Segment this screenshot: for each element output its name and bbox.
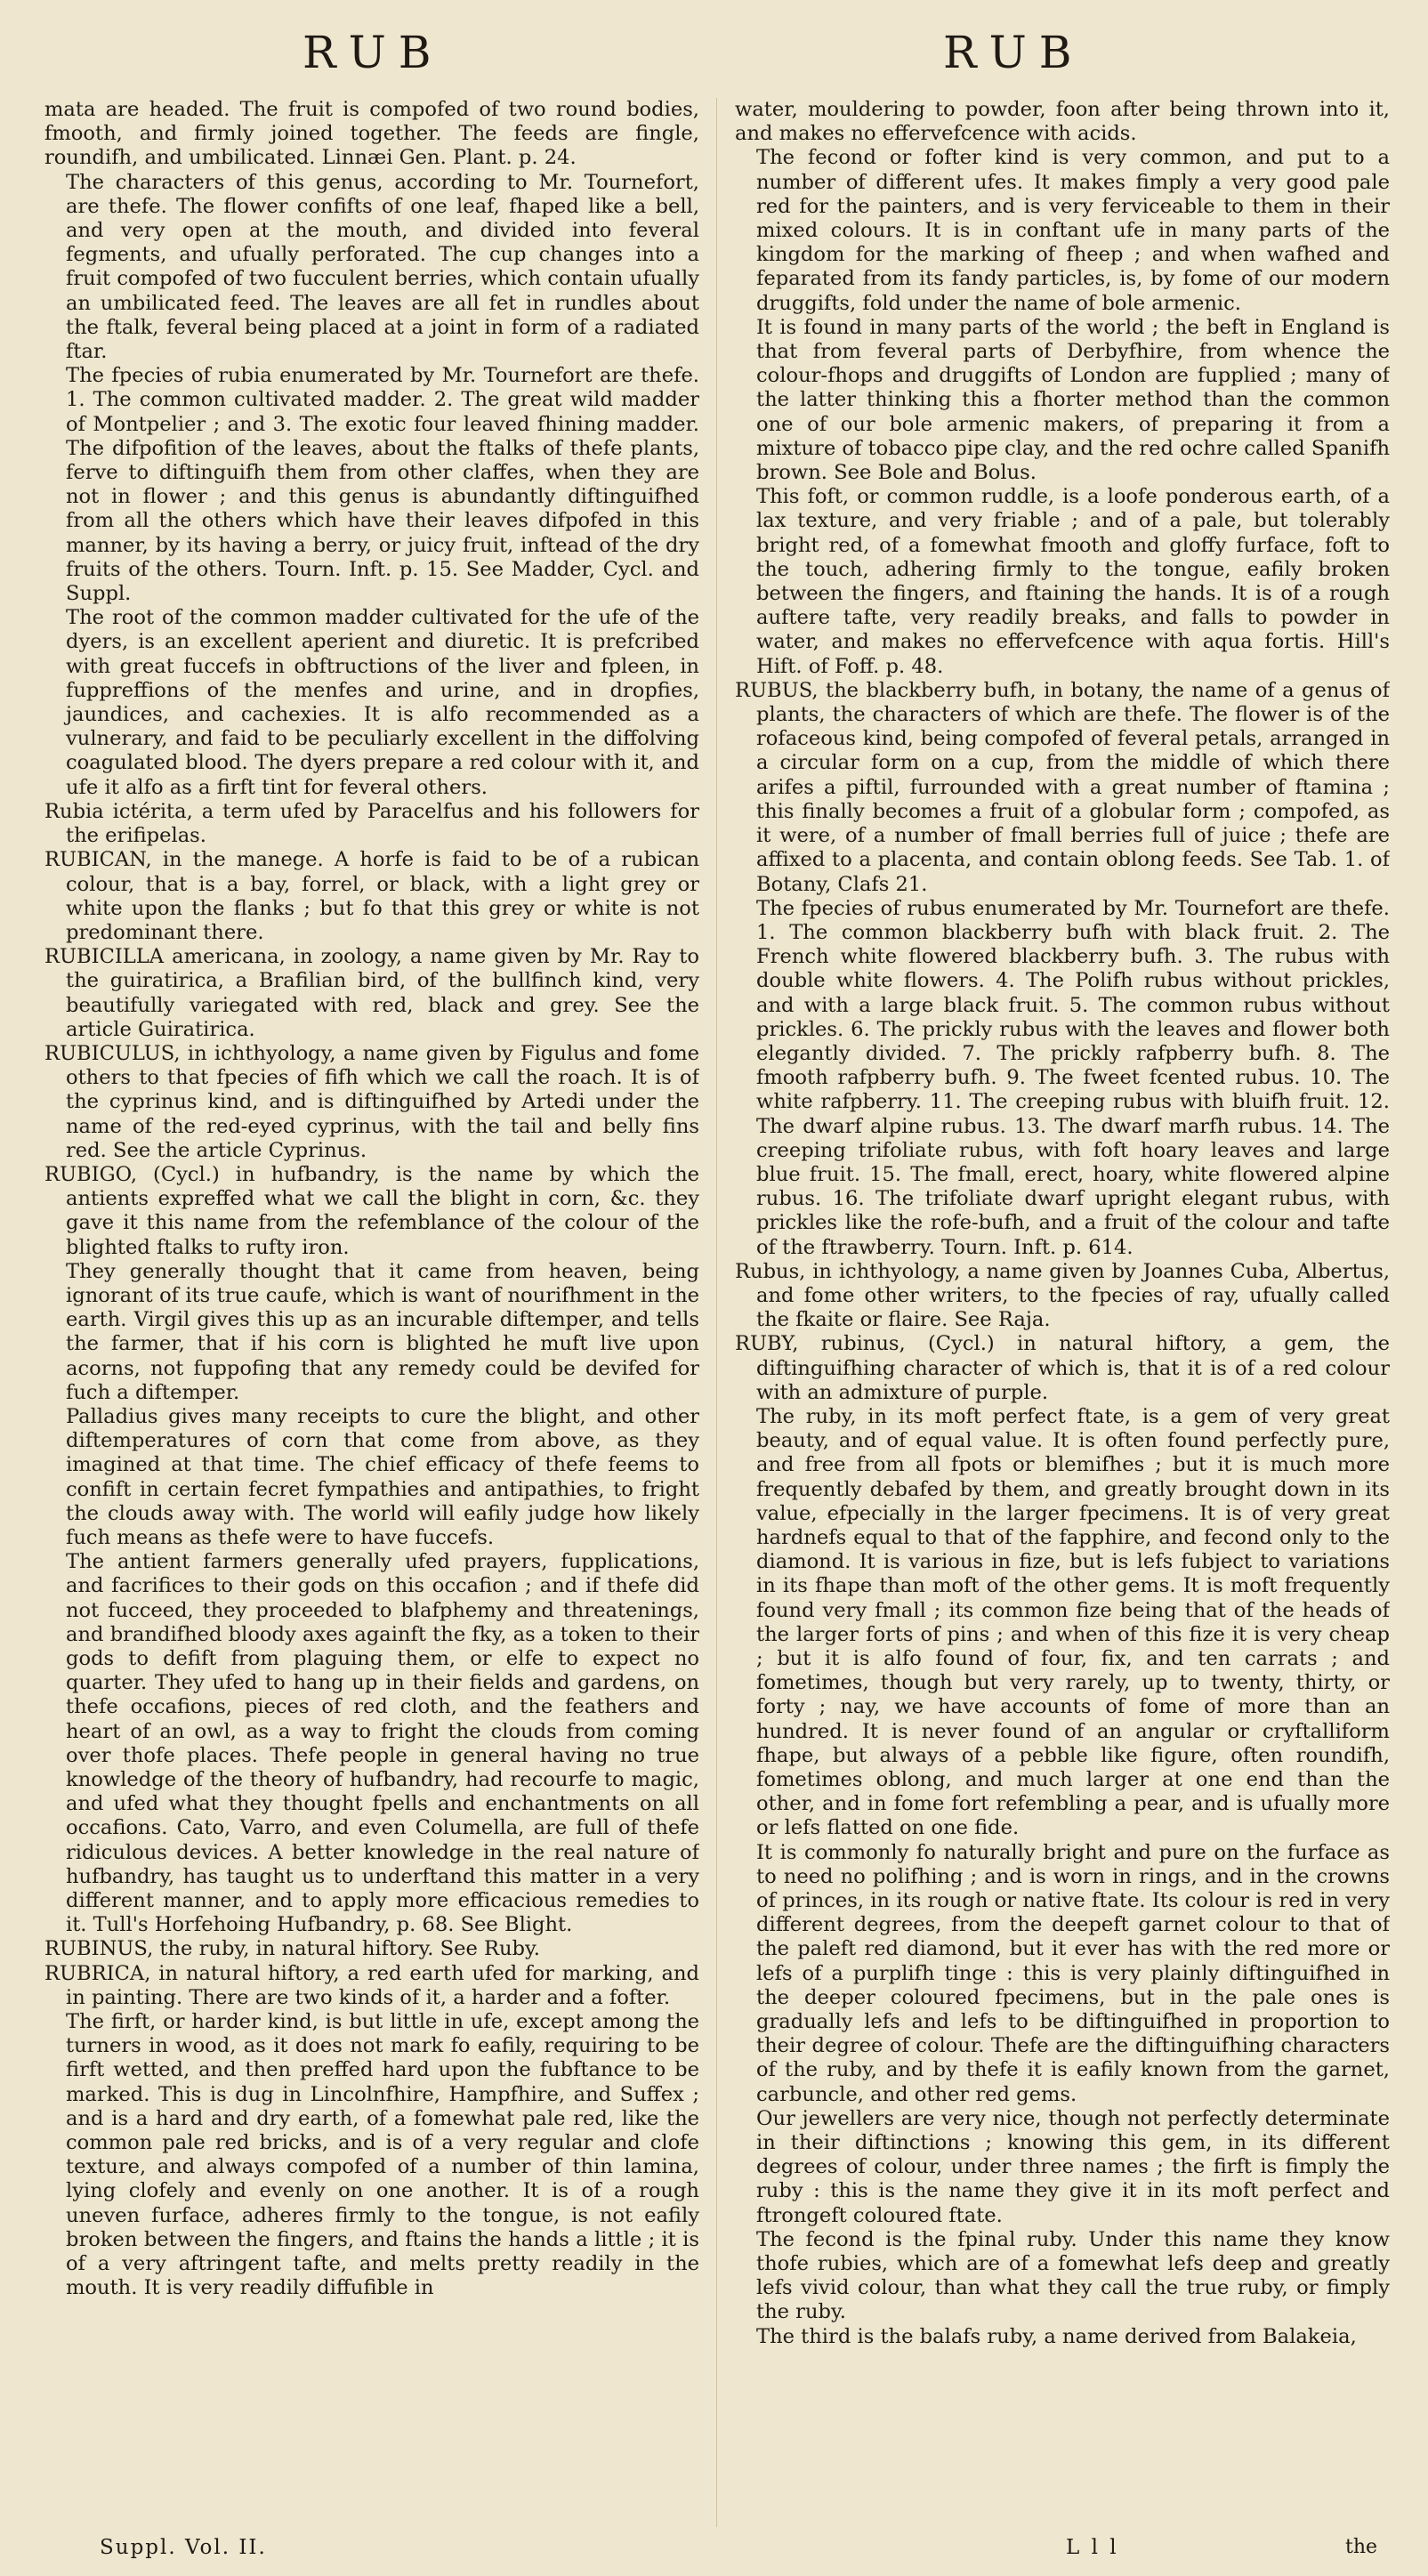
entry-paragraph: RUBINUS, the ruby, in natural hiftory. See Ruby. — [44, 1937, 540, 1961]
paragraph: The fecond is the fpinal ruby. Under this name they know thofe rubies, which are of a fomewhat lefs deep and greatly lefs vivid colour, than what they call the true ruby, or fimply the ruby. — [756, 2227, 1390, 2324]
paragraph: The antient farmers generally ufed prayers, fupplications, and facrifices to their gods on this occafion ; and if thefe did not fucceed, they proceeded to blafphemy and threatenings, and brandifhed bloody axes againft the fky, as a token to their gods to defift from plaguing them, or elfe to expect no quarter. They ufed to hang up in their fields and gardens, on thefe occafions, pieces of red cloth, and the feathers and heart of an owl, as a way to fright the clouds from coming over thofe places. Thefe people in general having no true knowledge of the theory of hufbandry, had recourfe to magic, and ufed what they thought fpells and enchantments on all occafions. Cato, Varro, and even Columella, are full of thefe ridiculous devices. A better knowledge in the real nature of hufbandry, has taught us to underftand this matter in a very different manner, and to apply more efficacious remedies to it. Tull's Horfehoing Hufbandry, p. 68. See Blight. — [66, 1550, 699, 1937]
paragraph: It is found in many parts of the world ; the beft in England is that from feveral parts of Derbyfhire, from whence the colour-fhops and druggifts of London are fupplied ; many of the latter thinking this a fhorter method than the common one of our bole armenic makers, of preparing it from a mixture of tobacco pipe clay, and the red ochre called Spanifh brown. See Bole and Bolus. — [756, 315, 1390, 485]
paragraph: The fpecies of rubia enumerated by Mr. Tournefort are thefe. 1. The common cultivated madder. 2. The great wild madder of Montpelier ; and 3. The exotic four leaved fhining madder. The difpofition of the leaves, about the ftalks of thefe plants, ferve to diftinguifh them from other claffes, when they are not in flower ; and this genus is abundantly diftinguifhed from all the others which have their leaves difpofed in this manner, by its having a berry, or juicy fruit, inftead of the dry fruits of the others. Tourn. Inft. p. 15. See Madder, Cycl. and Suppl. — [66, 364, 699, 606]
paragraph: It is commonly fo naturally bright and pure on the furface as to need no polifhing ; and is worn in rings, and in the crowns of princes, in its rough or native ftate. Its colour is red in very different degrees, from the deepeft garnet colour to that of the paleft red diamond, but it ever has with the red more or lefs of a purplifh tinge : this is very plainly diftinguifhed in the deeper coloured fpecimens, but in the pale ones is gradually lefs and lefs to be diftinguifhed in proportion to their degree of colour. Thefe are the diftinguifhing characters of the ruby, and by thefe it is eafily known from the garnet, carbuncle, and other red gems. — [756, 1840, 1390, 2106]
gathering-signature: L l l — [1066, 2536, 1119, 2559]
paragraph: The third is the balafs ruby, a name derived from Balakeia, — [756, 2324, 1357, 2348]
paragraph: water, mouldering to powder, foon after being thrown into it, and makes no effervefcence with acids. — [735, 98, 1390, 146]
paragraph: mata are headed. The fruit is compofed of two round bodies, fmooth, and firmly joined together. The feeds are fingle, roundifh, and umbilicated. Linnæi Gen. Plant. p. 24. — [44, 98, 699, 170]
paragraph: This foft, or common ruddle, is a loofe ponderous earth, of a lax texture, and very friable ; and of a pale, but tolerably bright red, of a fomewhat fmooth and gloffy furface, foft to the touch, adhering firmly to the tongue, eafily broken between the fingers, and ftaining the hands. It is of a rough auftere tafte, very readily breaks, and falls to powder in water, and makes no effervefcence with aqua fortis. Hill's Hift. of Foff. p. 48. — [756, 485, 1390, 678]
paragraph: The characters of this genus, according to Mr. Tournefort, are thefe. The flower confifts of one leaf, fhaped like a bell, and very open at the mouth, and divided into feveral fegments, and ufually perforated. The cup changes into a fruit compofed of two fucculent berries, which contain ufually an umbilicated feed. The leaves are all fet in rundles about the ftalk, feveral being placed at a joint in form of a radiated ftar. — [66, 170, 699, 364]
entry-paragraph: Rubia ictérita, a term ufed by Paracelfus and his followers for the erifipelas. — [44, 799, 699, 848]
paragraph: Our jewellers are very nice, though not perfectly determinate in their diftinctions ; knowing this gem, in its different degrees of colour, under three names ; the firft is fimply the ruby : this is the name they give it in its moft perfect and ftrongeft coloured ftate. — [756, 2106, 1390, 2227]
entry-paragraph: RUBICILLA americana, in zoology, a name given by Mr. Ray to the guiratirica, a Brafilian bird, of the bullfinch kind, very beautifully variegated with red, black and grey. See the article Guiratirica. — [44, 945, 699, 1041]
entry-paragraph: RUBICAN, in the manege. A horfe is faid to be of a rubican colour, that is a bay, forrel, or black, with a light grey or white upon the flanks ; but fo that this grey or white is not predominant there. — [44, 848, 699, 944]
running-header — [0, 27, 1428, 89]
entry-paragraph: RUBUS, the blackberry bufh, in botany, the name of a genus of plants, the characters of which are thefe. The flower is of the rofaceous kind, being compofed of feveral petals, arranged in a circular form on a cup, from the middle of which there arifes a piftil, furrounded with a great number of ftamina ; this finally becomes a fruit of a globular form ; compofed, as it were, of a number of fmall berries full of juice ; thefe are affixed to a placenta, and contain oblong feeds. See Tab. 1. of Botany, Clafs 21. — [735, 678, 1390, 896]
paragraph: The firft, or harder kind, is but little in ufe, except among the turners in wood, as it does not mark fo eafily, requiring to be firft wetted, and then preffed hard upon the fubftance to be marked. This is dug in Lincolnfhire, Hampfhire, and Suffex ; and is a hard and dry earth, of a fomewhat pale red, like the common pale red bricks, and is of a very regular and clofe texture, and always compofed of a number of thin lamina, lying clofely and evenly on one another. It is of a rough uneven furface, adheres firmly to the tongue, is not eafily broken between the fingers, and ftains the hands a little ; it is of a very aftringent tafte, and melts pretty readily in the mouth. It is very readily diffufible in — [66, 2010, 699, 2300]
paragraph: The fecond or fofter kind is very common, and put to a number of different ufes. It makes fimply a very good pale red for the painters, and is very ferviceable to them in their mixed colours. It is in conftant ufe in many parts of the kingdom for the marking of fheep ; and when wafhed and feparated from its fandy particles, is, by fome of our modern druggifts, fold under the name of bole armenic. — [756, 146, 1390, 315]
paragraph: Palladius gives many receipts to cure the blight, and other diftemperatures of corn that come from above, as they imagined at that time. The chief efficacy of thefe feems to confift in certain fecret fympathies and antipathies, to fright the clouds away with. The world will eafily judge how likely fuch means as thefe were to have fuccefs. — [66, 1404, 699, 1549]
volume-signature: Suppl. Vol. II. — [100, 2536, 267, 2559]
entry-paragraph: RUBY, rubinus, (Cycl.) in natural hiftory, a gem, the diftinguifhing character of which is, that it is of a red colour with an admixture of purple. — [735, 1332, 1390, 1404]
paragraph: They generally thought that it came from heaven, being ignorant of its true caufe, which is want of nourifhment in the earth. Virgil gives this up as an incurable diftemper, and tells the farmer, that if his corn is blighted he muft live upon acorns, not fuppofing that any remedy could be devifed for fuch a diftemper. — [66, 1259, 699, 1404]
column-divider — [716, 98, 717, 2527]
paragraph: The fpecies of rubus enumerated by Mr. Tournefort are thefe. 1. The common blackberry bufh with black fruit. 2. The French white flowered blackberry bufh. 3. The rubus with double white flowers. 4. The Polifh rubus without prickles, and with a large black fruit. 5. The common rubus without prickles. 6. The prickly rubus with the leaves and flower both elegantly divided. 7. The prickly rafpberry bufh. 8. The fmooth rafpberry bufh. 9. The fweet fcented rubus. 10. The white rafpberry. 11. The creeping rubus with bluifh fruit. 12. The dwarf alpine rubus. 13. The dwarf marfh rubus. 14. The creeping trifoliate rubus, with foft hoary leaves and large blue fruit. 15. The fmall, erect, hoary, white flowered alpine rubus. 16. The trifoliate dwarf upright elegant rubus, with prickles like the rofe-bufh, and a fruit of the colour and tafte of the ftrawberry. Tourn. Inft. p. 614. — [756, 896, 1390, 1259]
paragraph: The root of the common madder cultivated for the ufe of the dyers, is an excellent aperient and diuretic. It is prefcribed with great fuccefs in obftructions of the liver and fpleen, in fuppreffions of the menfes and urine, and in dropfies, jaundices, and cachexies. It is alfo recommended as a vulnerary, and faid to be peculiarly excellent in the diffolving coagulated blood. The dyers prepare a red colour with it, and ufe it alfo as a firft tint for feveral others. — [66, 606, 699, 799]
entry-paragraph: RUBIGO, (Cycl.) in hufbandry, is the name by which the antients expreffed what we call the blight in corn, &c. they gave it this name from the refemblance of the colour of the blighted ftalks to rufty iron. — [44, 1162, 699, 1259]
header-right: RUB — [943, 27, 1085, 78]
entry-paragraph: RUBICULUS, in ichthyology, a name given by Figulus and fome others to that fpecies of fifh which we call the roach. It is of the cyprinus kind, and is diftinguifhed by Artedi under the name of the red-eyed cyprinus, with the tail and belly fins red. See the article Cyprinus. — [44, 1041, 699, 1162]
entry-paragraph: RUBRICA, in natural hiftory, a red earth ufed for marking, and in painting. There are two kinds of it, a harder and a fofter. — [44, 1961, 699, 2009]
right-column — [735, 98, 1390, 2536]
entry-paragraph: Rubus, in ichthyology, a name given by Joannes Cuba, Albertus, and fome other writers, to the fpecies of ray, ufually called the fkaite or flaire. See Raja. — [735, 1259, 1390, 1332]
left-column — [44, 98, 699, 2536]
paragraph: The ruby, in its moft perfect ftate, is a gem of very great beauty, and of equal value. It is often found perfectly pure, and free from all fpots or blemifhes ; but it is much more frequently debafed by them, and greatly brought down in its value, efpecially in the larger fpecimens. It is of very great hardnefs equal to that of the fapphire, and fecond only to the diamond. It is various in fize, but is lefs fubject to variations in its fhape than moft of the other gems. It is moft frequently found very fmall ; its common fize being that of the heads of the larger forts of pins ; and when of this fize it is very cheap ; but it is alfo found of four, fix, and ten carrats ; and fometimes, though but very rarely, up to twenty, thirty, or forty ; nay, we have accounts of fome of more than an hundred. It is never found of an angular or cryftalliform fhape, but always of a pebble like figure, often roundifh, fometimes oblong, and much larger at one end than the other, and in fome fort refembling a pear, and is ufually more or lefs flatted on one fide. — [756, 1404, 1390, 1840]
header-left: RUB — [303, 27, 444, 78]
catchword: the — [1345, 2536, 1378, 2558]
